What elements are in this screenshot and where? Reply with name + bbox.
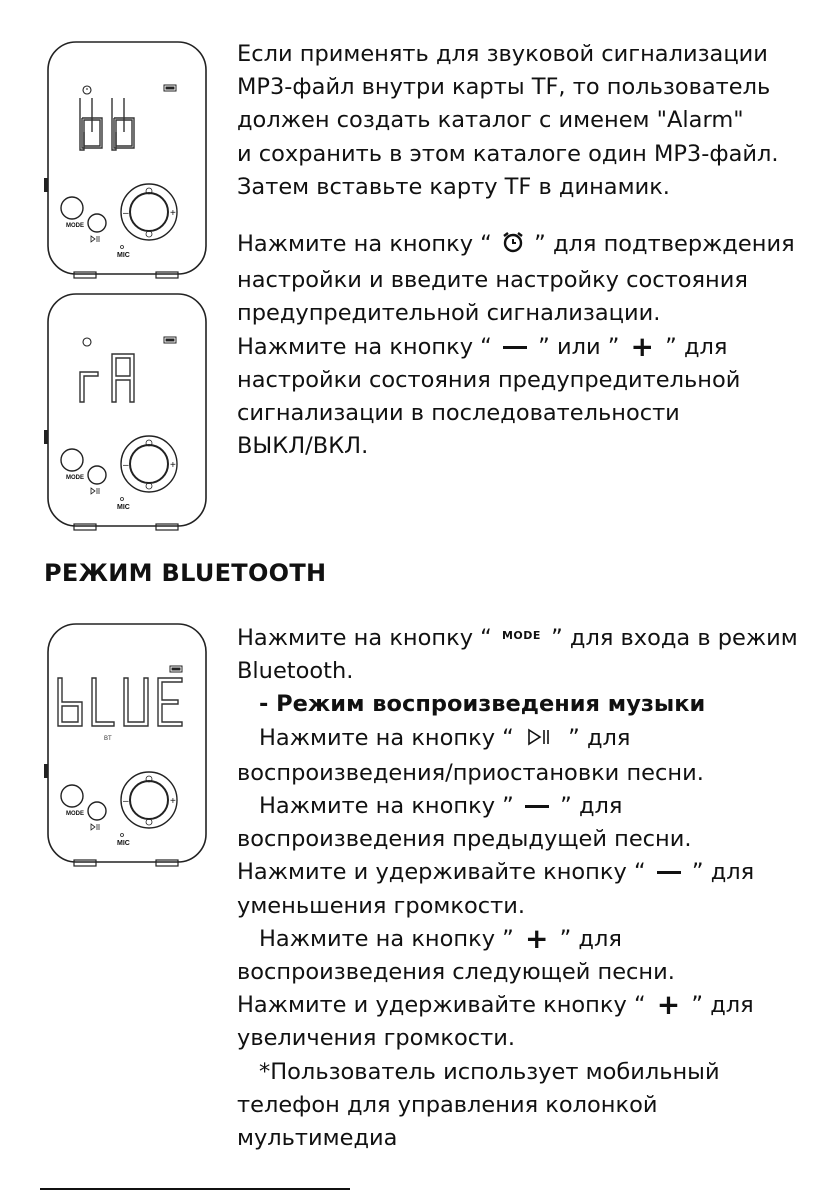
text-line: и сохранить в этом каталоге один MP3-файл. [237, 140, 779, 167]
text-line: Нажмите и удерживайте кнопку “ ” для [237, 859, 755, 886]
svg-text:+: + [170, 460, 176, 471]
text-line: Затем вставьте карту TF в динамик. [237, 173, 670, 200]
text-line: Нажмите на кнопку ” ” для [259, 793, 623, 820]
bt-label: BT [104, 736, 112, 742]
minus-icon [525, 805, 549, 808]
speaker-illustration-3 [44, 622, 214, 868]
text-line: настройки состояния предупредительной [237, 366, 741, 393]
speaker-illustration-2 [44, 292, 214, 532]
mode-label: MODE [66, 475, 84, 481]
text-line: должен создать каталог с именем "Alarm" [237, 107, 744, 134]
text-line: настройки и введите настройку состояния [237, 267, 748, 294]
mic-label: MIC [117, 504, 130, 511]
text-line: Если применять для звуковой сигнализации [237, 41, 768, 67]
alarm-setting-instructions [237, 228, 827, 463]
footer-rule [40, 1188, 350, 1190]
text-line: MP3-файл внутри карты TF, то пользователь [237, 74, 771, 101]
subheading: - Режим воспроизведения музыки [259, 691, 706, 718]
section-heading: РЕЖИМ BLUETOOTH [44, 559, 327, 587]
svg-text:+: + [170, 796, 176, 807]
mode-text-icon: MODE [501, 629, 541, 642]
text-line: телефон для управления колонкой [237, 1091, 658, 1118]
plus-icon: + [524, 921, 549, 955]
svg-text:–: – [123, 460, 129, 471]
text-line: воспроизведения/приостановки песни. [237, 759, 704, 786]
play-pause-icon [527, 724, 555, 757]
text-line: уменьшения громкости. [237, 892, 526, 919]
minus-icon [657, 871, 681, 874]
text-line: мультимедиа [237, 1125, 398, 1152]
plus-icon: + [630, 329, 655, 363]
tf-card-instructions [237, 38, 827, 204]
mode-label: MODE [66, 811, 84, 817]
text-line: ВЫКЛ/ВКЛ. [237, 433, 369, 460]
text-line: Нажмите на кнопку “ ” для [237, 722, 827, 757]
text-line: *Пользователь использует мобильный [259, 1058, 720, 1085]
bluetooth-instructions [237, 619, 827, 1155]
text-line: воспроизведения предыдущей песни. [237, 826, 692, 853]
svg-text:+: + [170, 208, 176, 219]
text-line: предупредительной сигнализации. [237, 300, 661, 327]
text-line: Нажмите на кнопку “ $^{MODE}$ ” для входа в режим [237, 625, 798, 651]
text-line: Bluetooth. [237, 658, 354, 685]
text-line: Нажмите и удерживайте кнопку “ + ” для [237, 988, 754, 1022]
text-line: увеличения громкости. [237, 1025, 516, 1052]
mode-label: MODE [66, 223, 84, 229]
mic-label: MIC [117, 252, 130, 259]
minus-icon [503, 346, 527, 349]
text-line: Нажмите на кнопку ” + ” для [259, 921, 622, 955]
plus-icon: + [656, 988, 681, 1022]
svg-text:–: – [123, 208, 129, 219]
svg-text:–: – [123, 796, 129, 807]
text-line: воспроизведения следующей песни. [237, 959, 675, 986]
mic-label: MIC [117, 840, 130, 847]
text-line: сигнализации в последовательности [237, 400, 680, 427]
text-line: Нажмите на кнопку “ ” для подтверждения [237, 228, 827, 264]
text-line: Нажмите на кнопку “ ” или ” + ” для [237, 329, 728, 363]
alarm-clock-icon [501, 230, 525, 264]
speaker-illustration-1 [44, 40, 214, 280]
